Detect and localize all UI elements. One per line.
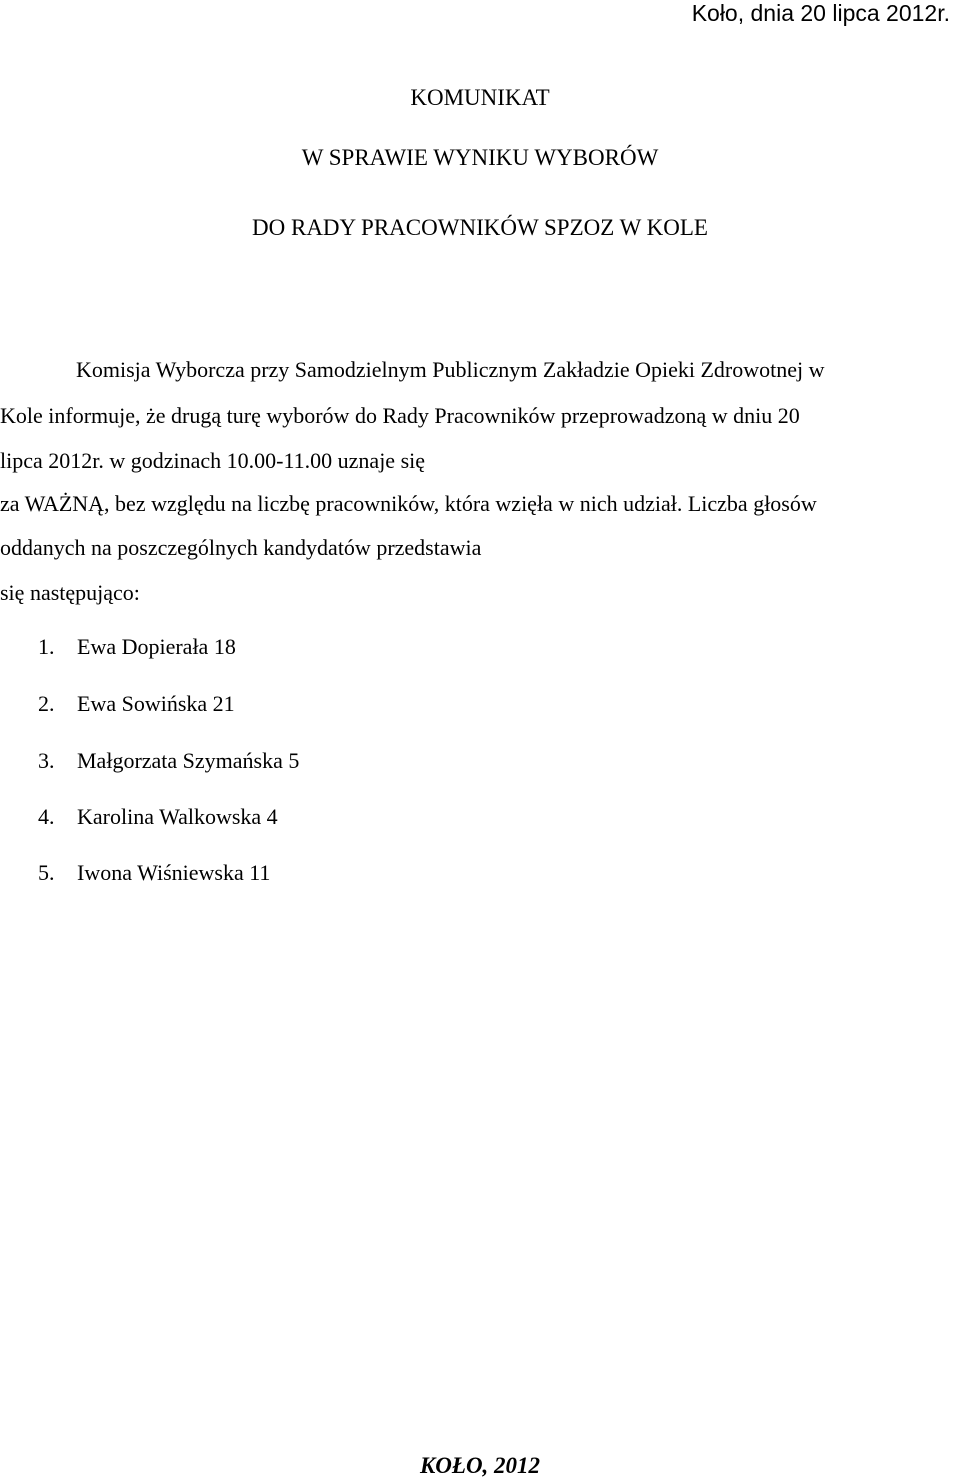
- title-komunikat: KOMUNIKAT: [410, 85, 550, 110]
- title-organization: DO RADY PRACOWNIKÓW SPZOZ W KOLE: [252, 215, 708, 240]
- candidate-number: 2.: [38, 691, 55, 716]
- title-subject: W SPRAWIE WYNIKU WYBORÓW: [301, 145, 659, 170]
- body-line: oddanych na poszczególnych kandydatów przedstawia: [0, 535, 482, 560]
- body-line: Kole informuje, że drugą turę wyborów do Rady Pracowników przeprowadzoną w dniu 20: [0, 403, 800, 428]
- candidate-item: [38, 633, 236, 661]
- candidate-result: Ewa Sowińska 21: [77, 691, 235, 716]
- footer-place-year: KOŁO, 2012: [419, 1453, 541, 1478]
- candidate-item: [38, 690, 235, 718]
- candidate-item: [38, 859, 270, 887]
- body-line: się następująco:: [0, 580, 140, 605]
- candidate-number: 4.: [38, 804, 55, 829]
- candidate-number: 1.: [38, 634, 55, 659]
- candidate-number: 3.: [38, 748, 55, 773]
- candidate-result: Karolina Walkowska 4: [77, 804, 278, 829]
- candidate-item: [38, 803, 278, 831]
- candidate-result: Ewa Dopierała 18: [77, 634, 236, 659]
- document-date: Koło, dnia 20 lipca 2012r.: [691, 0, 950, 26]
- candidate-result: Małgorzata Szymańska 5: [77, 748, 300, 773]
- candidate-result: Iwona Wiśniewska 11: [77, 860, 271, 885]
- candidate-number: 5.: [38, 860, 55, 885]
- body-line: za WAŻNĄ, bez względu na liczbę pracowników, która wzięła w nich udział. Liczba głosów: [0, 491, 817, 516]
- candidate-item: [38, 747, 299, 775]
- body-line: Komisja Wyborcza przy Samodzielnym Publicznym Zakładzie Opieki Zdrowotnej w: [76, 357, 825, 382]
- body-line: lipca 2012r. w godzinach 10.00-11.00 uznaje się: [0, 448, 426, 473]
